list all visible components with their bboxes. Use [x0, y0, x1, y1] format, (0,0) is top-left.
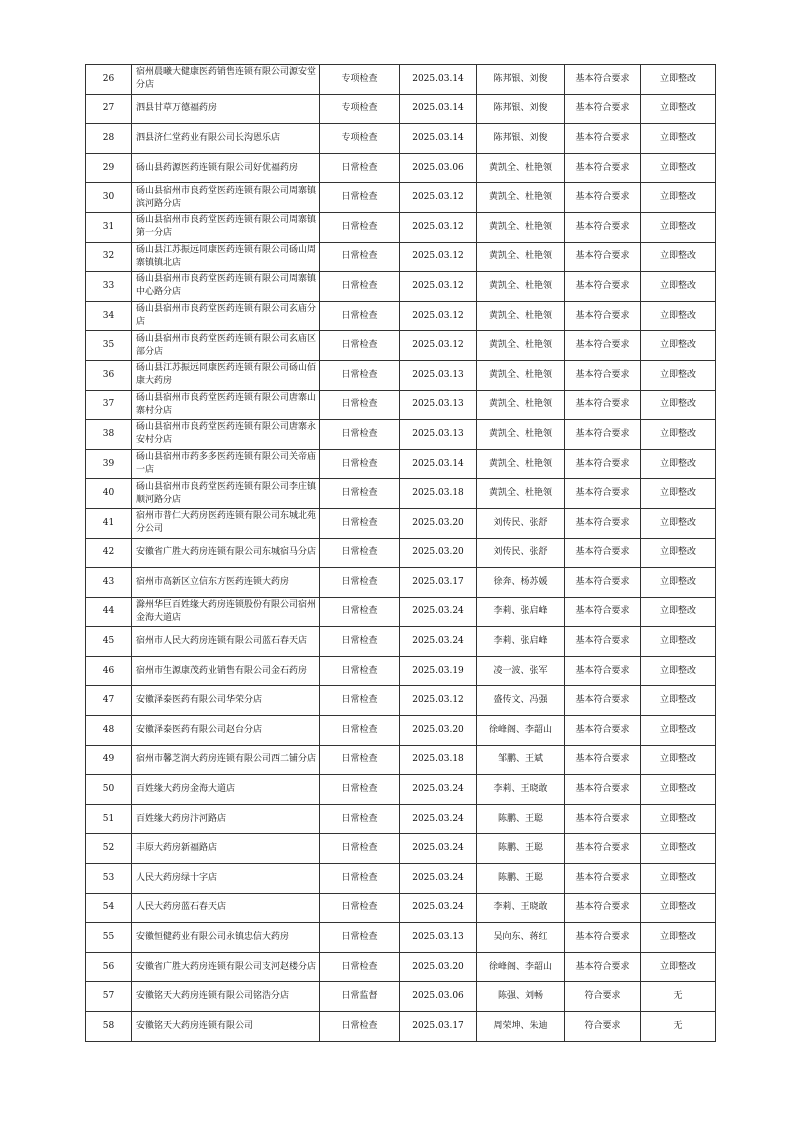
cell-action: 立即整改: [641, 627, 716, 657]
table-row: [86, 508, 716, 538]
cell-company-name: 砀山县宿州市良药堂医药连锁有限公司李庄镇顺河路分店: [132, 479, 320, 509]
table-row: [86, 242, 716, 272]
cell-number: 26: [86, 65, 132, 95]
cell-inspectors: 黄凯全、杜艳领: [477, 272, 565, 302]
table-row: [86, 923, 716, 953]
cell-result: 基本符合要求: [565, 775, 641, 805]
cell-inspection-type: 日常检查: [320, 183, 400, 213]
cell-inspectors: 李莉、张启峰: [477, 597, 565, 627]
cell-inspectors: 吴向东、蒋红: [477, 923, 565, 953]
cell-date: 2025.03.14: [400, 65, 477, 95]
cell-result: 基本符合要求: [565, 153, 641, 183]
table-row: [86, 834, 716, 864]
cell-result: 基本符合要求: [565, 124, 641, 154]
cell-inspection-type: 日常检查: [320, 420, 400, 450]
cell-inspectors: 刘传民、张舒: [477, 508, 565, 538]
cell-date: 2025.03.24: [400, 804, 477, 834]
cell-result: 基本符合要求: [565, 301, 641, 331]
cell-inspection-type: 日常检查: [320, 1012, 400, 1042]
cell-inspection-type: 日常检查: [320, 775, 400, 805]
cell-number: 39: [86, 449, 132, 479]
cell-inspectors: 陈邦银、刘俊: [477, 124, 565, 154]
table-row: [86, 331, 716, 361]
cell-number: 50: [86, 775, 132, 805]
cell-action: 立即整改: [641, 479, 716, 509]
table-row: [86, 420, 716, 450]
cell-result: 基本符合要求: [565, 479, 641, 509]
cell-date: 2025.03.17: [400, 1012, 477, 1042]
cell-result: 基本符合要求: [565, 94, 641, 124]
cell-result: 基本符合要求: [565, 952, 641, 982]
cell-result: 基本符合要求: [565, 597, 641, 627]
cell-company-name: 砀山县江苏振远同康医药连锁有限公司砀山佰康大药房: [132, 360, 320, 390]
cell-number: 30: [86, 183, 132, 213]
cell-number: 27: [86, 94, 132, 124]
cell-inspection-type: 日常检查: [320, 804, 400, 834]
cell-action: 立即整改: [641, 212, 716, 242]
cell-inspectors: 陈鹏、王聪: [477, 864, 565, 894]
cell-inspection-type: 日常检查: [320, 627, 400, 657]
cell-company-name: 砀山县宿州市良药堂医药连锁有限公司周寨镇中心路分店: [132, 272, 320, 302]
cell-result: 符合要求: [565, 1012, 641, 1042]
table-row: [86, 1012, 716, 1042]
cell-date: 2025.03.24: [400, 627, 477, 657]
cell-inspectors: 陈鹏、王聪: [477, 834, 565, 864]
cell-company-name: 人民大药房蓝石春天店: [132, 893, 320, 923]
cell-date: 2025.03.14: [400, 124, 477, 154]
cell-company-name: 滁州华巨百姓缘大药房连锁股份有限公司宿州金海大道店: [132, 597, 320, 627]
cell-action: 立即整改: [641, 242, 716, 272]
cell-result: 基本符合要求: [565, 923, 641, 953]
cell-action: 立即整改: [641, 153, 716, 183]
cell-inspectors: 黄凯全、杜艳领: [477, 331, 565, 361]
cell-inspection-type: 日常检查: [320, 331, 400, 361]
cell-inspectors: 黄凯全、杜艳领: [477, 183, 565, 213]
cell-action: 立即整改: [641, 745, 716, 775]
cell-company-name: 安徽泽泰医药有限公司华荣分店: [132, 686, 320, 716]
cell-action: 无: [641, 1012, 716, 1042]
cell-number: 28: [86, 124, 132, 154]
cell-inspectors: 徐奔、杨苏媛: [477, 568, 565, 598]
cell-inspectors: 李莉、张启峰: [477, 627, 565, 657]
cell-company-name: 安徽省广胜大药房连锁有限公司支河赵楼分店: [132, 952, 320, 982]
cell-action: 立即整改: [641, 716, 716, 746]
cell-inspection-type: 日常检查: [320, 923, 400, 953]
cell-inspection-type: 日常检查: [320, 449, 400, 479]
cell-company-name: 泗县济仁堂药业有限公司长沟恩乐店: [132, 124, 320, 154]
cell-date: 2025.03.24: [400, 775, 477, 805]
table-row: [86, 568, 716, 598]
cell-company-name: 泗县甘草万德福药房: [132, 94, 320, 124]
cell-number: 38: [86, 420, 132, 450]
cell-inspectors: 黄凯全、杜艳领: [477, 420, 565, 450]
table-row: [86, 479, 716, 509]
cell-inspectors: 黄凯全、杜艳领: [477, 301, 565, 331]
cell-date: 2025.03.20: [400, 508, 477, 538]
cell-number: 51: [86, 804, 132, 834]
cell-inspection-type: 日常检查: [320, 301, 400, 331]
table-row: [86, 360, 716, 390]
cell-inspection-type: 日常检查: [320, 834, 400, 864]
cell-action: 立即整改: [641, 65, 716, 95]
cell-date: 2025.03.24: [400, 893, 477, 923]
cell-company-name: 宿州市人民大药房连锁有限公司蓝石春天店: [132, 627, 320, 657]
cell-result: 基本符合要求: [565, 272, 641, 302]
table-row: [86, 449, 716, 479]
cell-inspection-type: 日常检查: [320, 153, 400, 183]
cell-number: 42: [86, 538, 132, 568]
cell-company-name: 宿州晨曦大健康医药销售连锁有限公司源安堂分店: [132, 65, 320, 95]
cell-number: 35: [86, 331, 132, 361]
cell-inspectors: 凌一波、张军: [477, 656, 565, 686]
cell-company-name: 砀山县宿州市良药堂医药连锁有限公司唐寨山寨村分店: [132, 390, 320, 420]
cell-company-name: 砀山县宿州市良药堂医药连锁有限公司玄庙区部分店: [132, 331, 320, 361]
cell-inspectors: 徐峰阁、李韶山: [477, 716, 565, 746]
cell-number: 58: [86, 1012, 132, 1042]
cell-inspection-type: 日常检查: [320, 864, 400, 894]
cell-date: 2025.03.12: [400, 331, 477, 361]
cell-action: 立即整改: [641, 508, 716, 538]
cell-company-name: 安徽泽泰医药有限公司赵台分店: [132, 716, 320, 746]
cell-date: 2025.03.18: [400, 479, 477, 509]
table-row: [86, 153, 716, 183]
cell-inspection-type: 日常检查: [320, 656, 400, 686]
cell-action: 立即整改: [641, 449, 716, 479]
cell-inspectors: 黄凯全、杜艳领: [477, 242, 565, 272]
cell-inspection-type: 日常检查: [320, 390, 400, 420]
cell-inspection-type: 日常检查: [320, 538, 400, 568]
cell-company-name: 砀山县宿州市良药堂医药连锁有限公司唐寨永安村分店: [132, 420, 320, 450]
cell-action: 立即整改: [641, 331, 716, 361]
cell-inspectors: 陈邦银、刘俊: [477, 94, 565, 124]
cell-inspection-type: 日常检查: [320, 745, 400, 775]
cell-result: 基本符合要求: [565, 568, 641, 598]
cell-result: 基本符合要求: [565, 508, 641, 538]
cell-date: 2025.03.17: [400, 568, 477, 598]
cell-number: 47: [86, 686, 132, 716]
cell-action: 立即整改: [641, 834, 716, 864]
cell-company-name: 宿州市高新区立信东方医药连锁大药房: [132, 568, 320, 598]
cell-result: 基本符合要求: [565, 716, 641, 746]
cell-date: 2025.03.13: [400, 360, 477, 390]
cell-action: 立即整改: [641, 390, 716, 420]
cell-date: 2025.03.20: [400, 952, 477, 982]
cell-action: 立即整改: [641, 775, 716, 805]
table-body: [86, 65, 716, 1042]
table-row: [86, 597, 716, 627]
cell-number: 29: [86, 153, 132, 183]
cell-company-name: 安徽省广胜大药房连锁有限公司东城宿马分店: [132, 538, 320, 568]
cell-action: 立即整改: [641, 893, 716, 923]
cell-result: 基本符合要求: [565, 212, 641, 242]
table-row: [86, 124, 716, 154]
cell-date: 2025.03.14: [400, 449, 477, 479]
cell-inspectors: 黄凯全、杜艳领: [477, 390, 565, 420]
table-row: [86, 94, 716, 124]
cell-inspectors: 盛传文、冯强: [477, 686, 565, 716]
cell-company-name: 砀山县宿州市药多多医药连锁有限公司关帝庙一店: [132, 449, 320, 479]
cell-action: 立即整改: [641, 952, 716, 982]
cell-date: 2025.03.06: [400, 153, 477, 183]
cell-action: 立即整改: [641, 360, 716, 390]
cell-inspectors: 陈强、刘畅: [477, 982, 565, 1012]
cell-inspection-type: 日常检查: [320, 508, 400, 538]
cell-inspection-type: 日常检查: [320, 568, 400, 598]
table-row: [86, 656, 716, 686]
cell-company-name: 砀山县宿州市良药堂医药连锁有限公司玄庙分店: [132, 301, 320, 331]
cell-result: 符合要求: [565, 982, 641, 1012]
cell-result: 基本符合要求: [565, 390, 641, 420]
cell-result: 基本符合要求: [565, 538, 641, 568]
cell-number: 48: [86, 716, 132, 746]
table-row: [86, 686, 716, 716]
cell-date: 2025.03.06: [400, 982, 477, 1012]
cell-date: 2025.03.12: [400, 272, 477, 302]
cell-number: 37: [86, 390, 132, 420]
cell-number: 34: [86, 301, 132, 331]
cell-result: 基本符合要求: [565, 242, 641, 272]
cell-inspection-type: 专项检查: [320, 124, 400, 154]
cell-action: 立即整改: [641, 864, 716, 894]
cell-inspectors: 黄凯全、杜艳领: [477, 449, 565, 479]
cell-action: 无: [641, 982, 716, 1012]
cell-inspection-type: 日常检查: [320, 360, 400, 390]
cell-action: 立即整改: [641, 272, 716, 302]
cell-action: 立即整改: [641, 597, 716, 627]
cell-inspectors: 黄凯全、杜艳领: [477, 212, 565, 242]
cell-action: 立即整改: [641, 538, 716, 568]
cell-number: 49: [86, 745, 132, 775]
table-row: [86, 745, 716, 775]
cell-company-name: 宿州市馨芝润大药房连锁有限公司西二铺分店: [132, 745, 320, 775]
cell-number: 41: [86, 508, 132, 538]
cell-inspection-type: 日常检查: [320, 952, 400, 982]
cell-company-name: 砀山县药源医药连锁有限公司好优福药房: [132, 153, 320, 183]
table-row: [86, 183, 716, 213]
table-row: [86, 716, 716, 746]
cell-number: 54: [86, 893, 132, 923]
cell-inspection-type: 专项检查: [320, 94, 400, 124]
cell-result: 基本符合要求: [565, 893, 641, 923]
cell-company-name: 百姓缘大药房汴河路店: [132, 804, 320, 834]
table-row: [86, 627, 716, 657]
cell-result: 基本符合要求: [565, 65, 641, 95]
cell-result: 基本符合要求: [565, 834, 641, 864]
cell-inspectors: 黄凯全、杜艳领: [477, 360, 565, 390]
cell-number: 44: [86, 597, 132, 627]
cell-result: 基本符合要求: [565, 331, 641, 361]
cell-result: 基本符合要求: [565, 360, 641, 390]
cell-inspectors: 徐峰阁、李韶山: [477, 952, 565, 982]
cell-company-name: 宿州市生源康茂药业销售有限公司金石药房: [132, 656, 320, 686]
cell-company-name: 丰原大药房新福路店: [132, 834, 320, 864]
cell-company-name: 砀山县江苏振远同康医药连锁有限公司砀山周寨镇镇北店: [132, 242, 320, 272]
cell-result: 基本符合要求: [565, 420, 641, 450]
cell-number: 57: [86, 982, 132, 1012]
cell-number: 56: [86, 952, 132, 982]
cell-company-name: 人民大药房绿十字店: [132, 864, 320, 894]
cell-action: 立即整改: [641, 656, 716, 686]
cell-action: 立即整改: [641, 686, 716, 716]
cell-action: 立即整改: [641, 183, 716, 213]
cell-date: 2025.03.13: [400, 390, 477, 420]
cell-result: 基本符合要求: [565, 745, 641, 775]
cell-number: 53: [86, 864, 132, 894]
cell-action: 立即整改: [641, 301, 716, 331]
cell-number: 36: [86, 360, 132, 390]
cell-date: 2025.03.24: [400, 834, 477, 864]
cell-inspectors: 陈邦银、刘俊: [477, 65, 565, 95]
cell-inspection-type: 日常检查: [320, 272, 400, 302]
cell-number: 40: [86, 479, 132, 509]
cell-company-name: 宿州市普仁大药房医药连锁有限公司东城北苑分公司: [132, 508, 320, 538]
table-row: [86, 538, 716, 568]
table-row: [86, 982, 716, 1012]
cell-inspectors: 刘传民、张舒: [477, 538, 565, 568]
cell-date: 2025.03.20: [400, 716, 477, 746]
cell-inspectors: 李莉、王晓敢: [477, 775, 565, 805]
cell-inspectors: 邹鹏、王斌: [477, 745, 565, 775]
cell-inspection-type: 专项检查: [320, 65, 400, 95]
cell-inspection-type: 日常检查: [320, 242, 400, 272]
cell-company-name: 安徽铭天大药房连锁有限公司: [132, 1012, 320, 1042]
cell-date: 2025.03.13: [400, 923, 477, 953]
cell-result: 基本符合要求: [565, 686, 641, 716]
cell-date: 2025.03.24: [400, 864, 477, 894]
cell-number: 55: [86, 923, 132, 953]
cell-inspectors: 陈鹏、王聪: [477, 804, 565, 834]
table-row: [86, 804, 716, 834]
cell-inspection-type: 日常检查: [320, 686, 400, 716]
cell-inspectors: 周荣坤、朱迪: [477, 1012, 565, 1042]
cell-result: 基本符合要求: [565, 183, 641, 213]
cell-action: 立即整改: [641, 94, 716, 124]
table-row: [86, 893, 716, 923]
cell-company-name: 安徽恒健药业有限公司永镇忠信大药房: [132, 923, 320, 953]
cell-inspection-type: 日常检查: [320, 893, 400, 923]
cell-date: 2025.03.12: [400, 686, 477, 716]
table-row: [86, 390, 716, 420]
cell-date: 2025.03.12: [400, 242, 477, 272]
cell-number: 46: [86, 656, 132, 686]
table-row: [86, 212, 716, 242]
inspection-table: [85, 64, 716, 1042]
cell-result: 基本符合要求: [565, 627, 641, 657]
cell-action: 立即整改: [641, 420, 716, 450]
cell-company-name: 安徽铭天大药房连锁有限公司铭浩分店: [132, 982, 320, 1012]
cell-company-name: 砀山县宿州市良药堂医药连锁有限公司周寨镇滨河路分店: [132, 183, 320, 213]
table-row: [86, 272, 716, 302]
cell-date: 2025.03.20: [400, 538, 477, 568]
cell-result: 基本符合要求: [565, 449, 641, 479]
cell-company-name: 百姓缘大药房金海大道店: [132, 775, 320, 805]
cell-date: 2025.03.13: [400, 420, 477, 450]
table-row: [86, 952, 716, 982]
cell-date: 2025.03.24: [400, 597, 477, 627]
cell-number: 32: [86, 242, 132, 272]
cell-number: 52: [86, 834, 132, 864]
cell-inspection-type: 日常检查: [320, 716, 400, 746]
cell-number: 45: [86, 627, 132, 657]
cell-action: 立即整改: [641, 804, 716, 834]
table-row: [86, 65, 716, 95]
cell-inspectors: 李莉、王晓敢: [477, 893, 565, 923]
cell-date: 2025.03.12: [400, 301, 477, 331]
cell-action: 立即整改: [641, 923, 716, 953]
cell-date: 2025.03.12: [400, 183, 477, 213]
cell-result: 基本符合要求: [565, 656, 641, 686]
cell-date: 2025.03.12: [400, 212, 477, 242]
cell-number: 33: [86, 272, 132, 302]
cell-inspection-type: 日常检查: [320, 597, 400, 627]
cell-inspection-type: 日常监督: [320, 982, 400, 1012]
cell-result: 基本符合要求: [565, 864, 641, 894]
cell-date: 2025.03.18: [400, 745, 477, 775]
cell-number: 31: [86, 212, 132, 242]
cell-number: 43: [86, 568, 132, 598]
cell-inspection-type: 日常检查: [320, 212, 400, 242]
table-row: [86, 301, 716, 331]
cell-inspectors: 黄凯全、杜艳领: [477, 153, 565, 183]
cell-date: 2025.03.19: [400, 656, 477, 686]
cell-inspectors: 黄凯全、杜艳领: [477, 479, 565, 509]
cell-inspection-type: 日常检查: [320, 479, 400, 509]
cell-date: 2025.03.14: [400, 94, 477, 124]
cell-result: 基本符合要求: [565, 804, 641, 834]
cell-company-name: 砀山县宿州市良药堂医药连锁有限公司周寨镇第一分店: [132, 212, 320, 242]
table-row: [86, 775, 716, 805]
table-row: [86, 864, 716, 894]
cell-action: 立即整改: [641, 124, 716, 154]
cell-action: 立即整改: [641, 568, 716, 598]
